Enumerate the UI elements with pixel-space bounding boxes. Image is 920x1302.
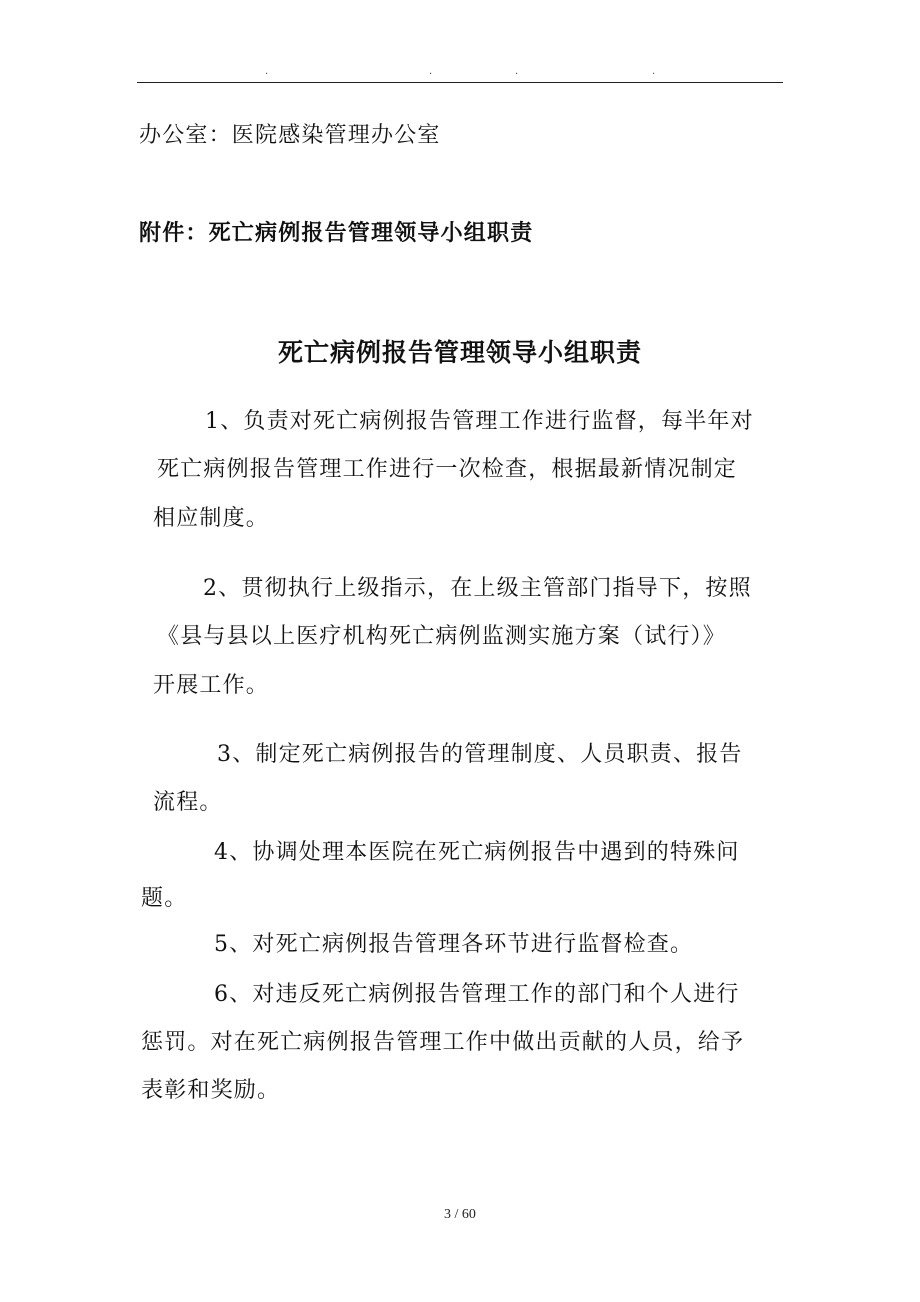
item-2-line-3: 开展工作。 — [153, 673, 270, 698]
item-1-line-2: 死亡病例报告管理工作进行一次检查，根据最新情况制定 — [157, 457, 738, 482]
header-dots — [137, 66, 783, 80]
item-2-line-2: 《县与县以上医疗机构死亡病例监测实施方案（试行）》 — [157, 624, 727, 649]
item-5-line-1: 5、对死亡病例报告管理各环节进行监督检查。 — [214, 932, 694, 957]
item-1-line-1: 1、负责对死亡病例报告管理工作进行监督，每半年对 — [205, 409, 754, 434]
office-line: 办公室：医院感染管理办公室 — [139, 123, 441, 148]
page-number: 3 / 60 — [444, 1207, 476, 1222]
item-6-line-2: 惩罚。对在死亡病例报告管理工作中做出贡献的人员，给予 — [141, 1030, 745, 1055]
header-dot: . — [429, 66, 433, 77]
item-6-line-3: 表彰和奖励。 — [141, 1078, 281, 1103]
item-4-line-1: 4、协调处理本医院在死亡病例报告中遇到的特殊问 — [214, 840, 740, 865]
header-dot: . — [265, 66, 269, 77]
item-3-line-2: 流程。 — [153, 790, 223, 815]
header-dot: . — [652, 66, 656, 77]
header-rule — [137, 82, 783, 83]
document-title: 死亡病例报告管理领导小组职责 — [277, 338, 642, 367]
item-3-line-1: 3、制定死亡病例报告的管理制度、人员职责、报告 — [217, 742, 743, 767]
attachment-line: 附件：死亡病例报告管理领导小组职责 — [139, 220, 534, 246]
item-4-line-2: 题。 — [141, 886, 188, 911]
item-1-line-3: 相应制度。 — [153, 506, 270, 531]
item-6-line-1: 6、对违反死亡病例报告管理工作的部门和个人进行 — [214, 982, 740, 1007]
header-dot: . — [515, 66, 519, 77]
item-2-line-1: 2、贯彻执行上级指示，在上级主管部门指导下，按照 — [203, 576, 752, 601]
